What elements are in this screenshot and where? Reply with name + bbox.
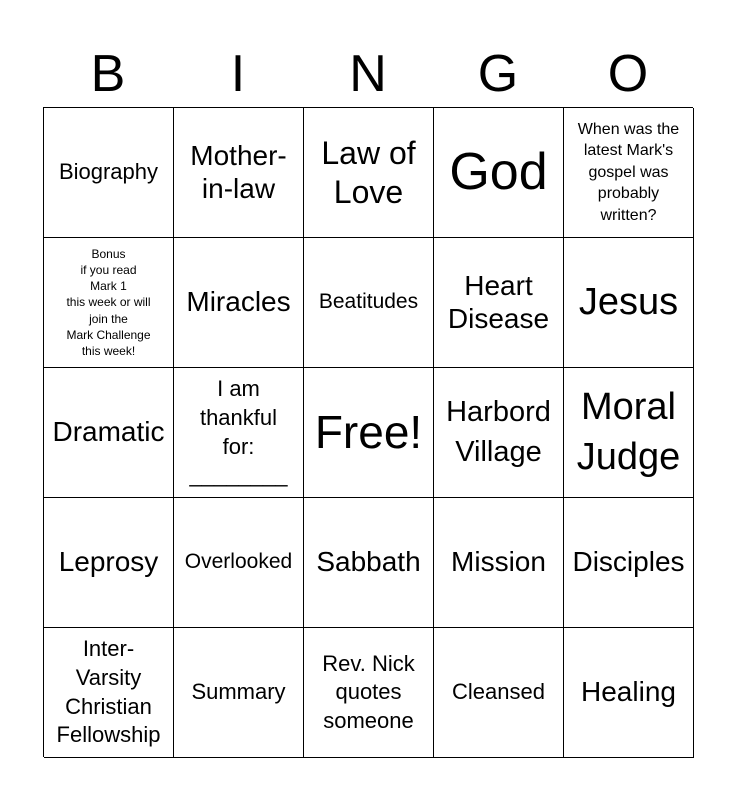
bingo-square-r5-c5[interactable]: Healing <box>564 628 694 758</box>
bingo-square-r5-c4[interactable]: Cleansed <box>434 628 564 758</box>
bingo-square-r1-c3[interactable]: Law of Love <box>304 108 434 238</box>
bingo-square-r4-c2[interactable]: Overlooked <box>174 498 304 628</box>
bingo-square-r4-c3[interactable]: Sabbath <box>304 498 434 628</box>
bingo-square-r2-c5[interactable]: Jesus <box>564 238 694 368</box>
bingo-square-r1-c5[interactable]: When was the latest Mark's gospel was probably written? <box>564 108 694 238</box>
bingo-square-r2-c2[interactable]: Miracles <box>174 238 304 368</box>
bingo-square-r2-c4[interactable]: Heart Disease <box>434 238 564 368</box>
bingo-square-r1-c4[interactable]: God <box>434 108 564 238</box>
header-letter-o: O <box>607 45 649 103</box>
bingo-square-r5-c2[interactable]: Summary <box>174 628 304 758</box>
header-letter-i: I <box>230 45 246 103</box>
free-square[interactable]: Free! <box>304 368 434 498</box>
bingo-square-r4-c5[interactable]: Disciples <box>564 498 694 628</box>
header-letter-g: G <box>477 45 519 103</box>
bingo-square-r4-c4[interactable]: Mission <box>434 498 564 628</box>
header-letter-b: B <box>90 45 126 103</box>
header-letter-n: N <box>349 45 387 103</box>
bingo-square-r2-c1[interactable]: Bonus if you read Mark 1 this week or will join the Mark Challenge this week! <box>44 238 174 368</box>
bingo-square-r3-c1[interactable]: Dramatic <box>44 368 174 498</box>
bingo-header <box>43 40 693 108</box>
bingo-square-r1-c1[interactable]: Biography <box>44 108 174 238</box>
bingo-card <box>43 107 693 757</box>
bingo-square-r3-c5[interactable]: Moral Judge <box>564 368 694 498</box>
bingo-square-r5-c3[interactable]: Rev. Nick quotes someone <box>304 628 434 758</box>
bingo-square-r4-c1[interactable]: Leprosy <box>44 498 174 628</box>
bingo-square-r1-c2[interactable]: Mother- in-law <box>174 108 304 238</box>
bingo-square-r5-c1[interactable]: Inter- Varsity Christian Fellowship <box>44 628 174 758</box>
bingo-square-r2-c3[interactable]: Beatitudes <box>304 238 434 368</box>
bingo-square-r3-c4[interactable]: Harbord Village <box>434 368 564 498</box>
bingo-square-r3-c2[interactable]: I am thankful for: ________ <box>174 368 304 498</box>
